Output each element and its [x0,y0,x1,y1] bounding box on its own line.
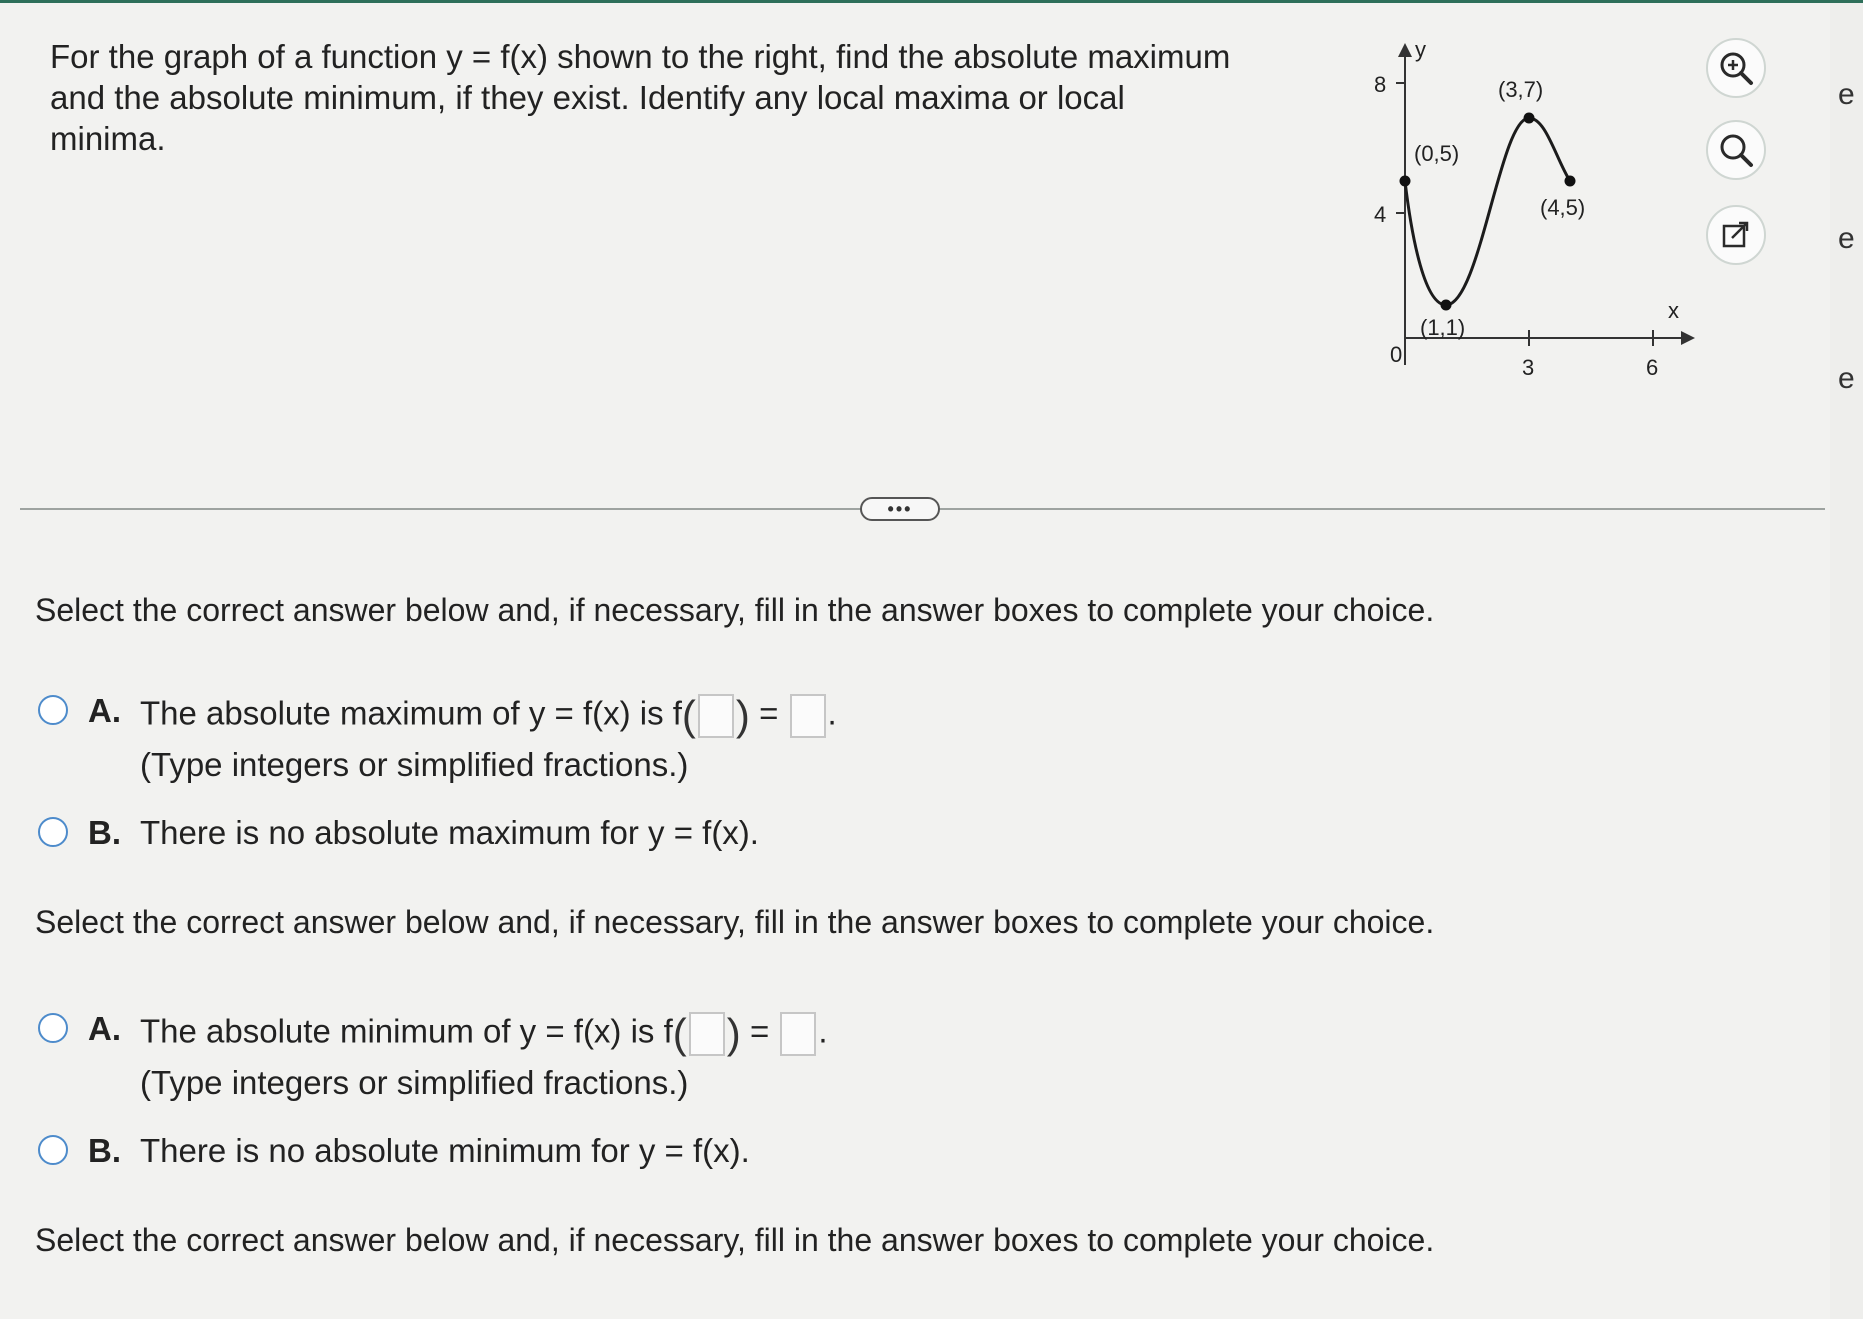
part2-min-x-input[interactable] [689,1012,725,1056]
part1-option-b-letter: B. [88,814,121,851]
part2-option-a-radio[interactable] [38,1013,68,1043]
part1-instruction: Select the correct answer below and, if necessary, fill in the answer boxes to complete your choice. [35,592,1435,628]
part2-option-b-radio[interactable] [38,1135,68,1165]
x-axis-arrow [1681,331,1695,345]
open-paren: ( [672,1010,687,1057]
close-paren: ) [735,692,750,739]
part2-option-a[interactable] [38,1010,828,1102]
cut-off-text-2: e [1838,222,1855,255]
part2-option-b-letter: B. [88,1132,121,1169]
x-axis-label: x [1668,298,1679,323]
equals-sign: = [759,694,779,732]
y-axis-label: y [1415,37,1426,62]
part2-min-value-input[interactable] [780,1012,816,1056]
part1-option-b[interactable] [38,814,759,852]
x-tick-label-3: 3 [1522,355,1535,380]
part2-option-a-text: The absolute minimum of y = f(x) is f [140,1012,673,1050]
zoom-in-button[interactable] [1706,38,1766,98]
point-4-5 [1565,176,1576,187]
question-line-3: minima. [50,120,166,157]
part3-instruction: Select the correct answer below and, if necessary, fill in the answer boxes to complete your choice. [35,1222,1435,1258]
part1-option-b-radio[interactable] [38,817,68,847]
open-paren: ( [681,692,696,739]
period: . [818,1012,828,1050]
zoom-out-button[interactable] [1706,120,1766,180]
zoom-in-icon [1716,48,1756,88]
zoom-out-icon [1716,130,1756,170]
cut-off-text-3: e [1838,362,1855,395]
part1-option-a-text: The absolute maximum of y = f(x) is f [140,694,682,732]
part1-option-b-text: There is no absolute maximum for y = f(x). [140,814,759,851]
popout-button[interactable] [1706,205,1766,265]
function-graph [1350,35,1710,395]
x-tick-label-0: 0 [1390,342,1403,367]
point-0-5 [1400,176,1411,187]
y-tick-label-4: 4 [1374,202,1387,227]
point-label-0-5: (0,5) [1414,141,1460,166]
part2-option-b[interactable] [38,1132,750,1170]
part2-option-a-letter: A. [88,1010,121,1047]
point-label-3-7: (3,7) [1498,77,1544,102]
popout-icon [1718,217,1754,253]
part1-option-a-content [140,692,837,784]
part1-option-a-hint: (Type integers or simplified fractions.) [140,746,689,783]
more-button[interactable]: ••• [860,497,940,521]
x-tick-label-6: 6 [1646,355,1659,380]
equals-sign: = [749,1012,770,1050]
part1-option-a[interactable] [38,692,837,784]
part2-option-b-text: There is no absolute minimum for y = f(x). [140,1132,750,1169]
part1-option-a-letter: A. [88,692,121,729]
point-3-7 [1524,113,1535,124]
part2-option-a-hint: (Type integers or simplified fractions.) [140,1064,689,1101]
question-line-1: For the graph of a function y = f(x) shown to the right, find the absolute maximum [50,38,1231,75]
question-line-2: and the absolute minimum, if they exist. Identify any local maxima or local [50,79,1125,116]
part1-option-a-radio[interactable] [38,695,68,725]
point-label-1-1: (1,1) [1420,315,1466,340]
close-paren: ) [726,1010,741,1057]
y-axis-arrow [1398,43,1412,57]
part1-max-value-input[interactable] [790,694,826,738]
part2-instruction: Select the correct answer below and, if necessary, fill in the answer boxes to complete your choice. [35,904,1435,940]
cut-off-text-1: e [1838,78,1855,111]
point-1-1 [1441,300,1452,311]
period: . [827,694,837,732]
y-tick-label-8: 8 [1374,72,1387,97]
question-prompt [50,36,1250,159]
point-label-4-5: (4,5) [1540,195,1586,220]
part2-option-a-content [140,1010,828,1102]
part1-max-x-input[interactable] [698,694,734,738]
